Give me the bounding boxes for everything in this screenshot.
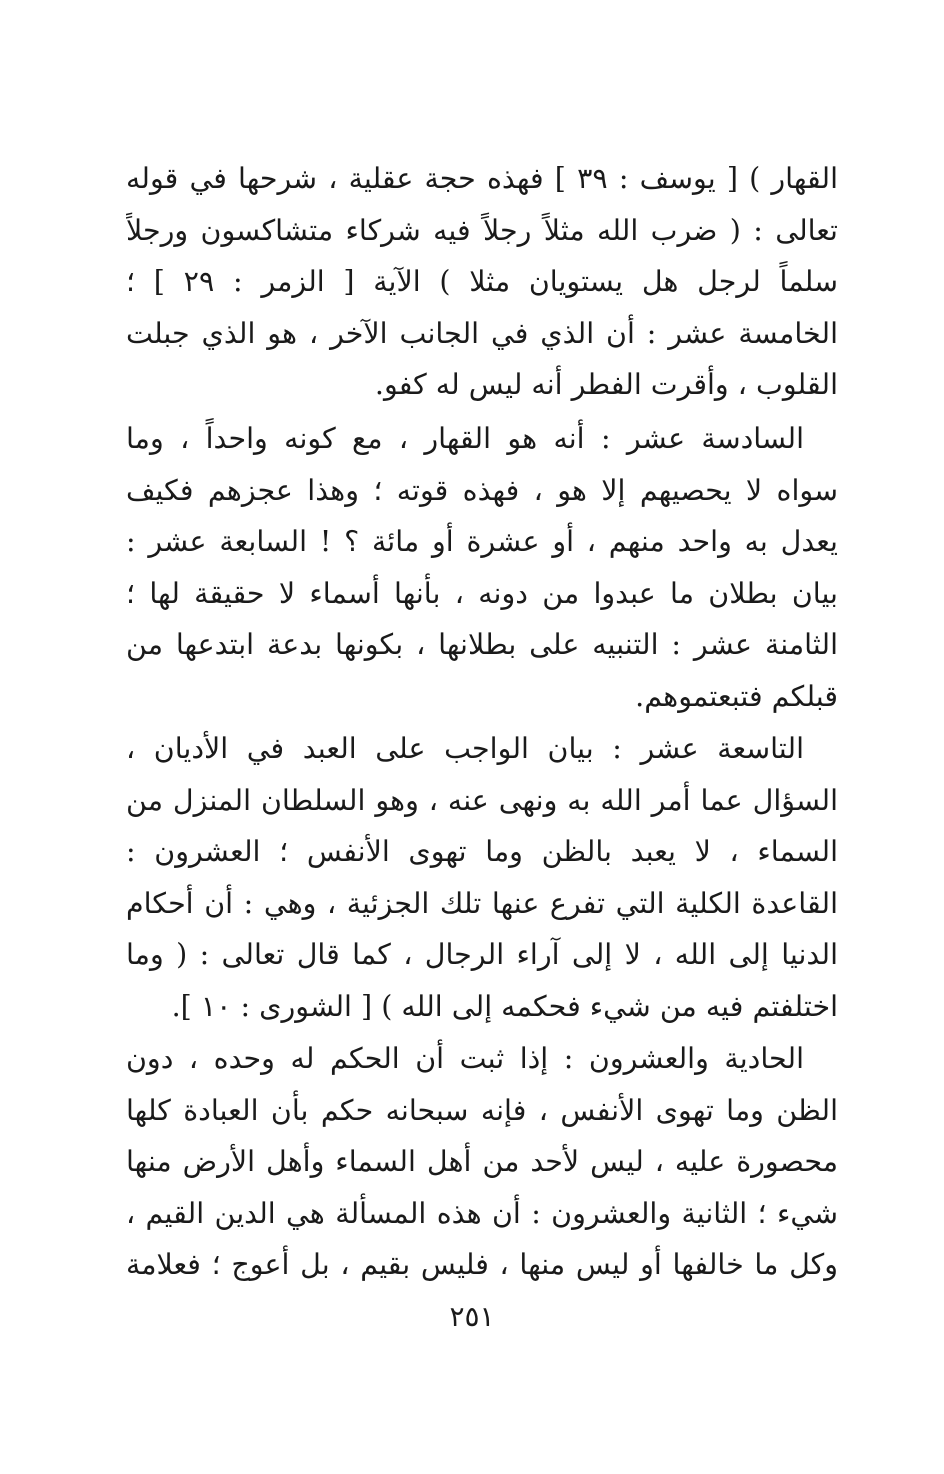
paragraph-1 [126, 153, 838, 411]
text-line: سواه لا يحصيهم إلا هو ، فهذه قوته ؛ وهذا عجزهم فكيف [126, 473, 838, 507]
paragraph-4 [126, 1033, 838, 1291]
text-line: الخامسة عشر : أن الذي في الجانب الآخر ، هو الذي جبلت [126, 316, 838, 350]
text-line: السماء ، لا يعبد بالظن وما تهوى الأنفس ؛ العشرون : [126, 835, 838, 868]
text-line: وكل ما خالفها أو ليس منها ، فليس بقيم ، بل أعوج ؛ فعلامة [126, 1248, 838, 1281]
text-line: بيان بطلان ما عبدوا من دونه ، بأنها أسماء لا حقيقة لها ؛ [126, 576, 838, 610]
text-line: القلوب ، وأقرت الفطر أنه ليس له كفو. [374, 368, 838, 401]
text-line: السؤال عما أمر الله به ونهى عنه ، وهو السلطان المنزل من [126, 783, 838, 817]
page-number: ٢٥١ [449, 1300, 495, 1333]
paragraph-3 [126, 723, 838, 1032]
text-line: اختلفتم فيه من شيء فحكمه إلى الله ) [ الشورى : ١٠ ]. [171, 989, 838, 1023]
text-line: السادسة عشر : أنه هو القهار ، مع كونه واحداً ، وما [126, 422, 804, 455]
text-line: تعالى : ( ضرب الله مثلاً رجلاً فيه شركاء متشاكسون ورجلاً [126, 213, 838, 247]
text-line: القهار ) [ يوسف : ٣٩ ] فهذه حجة عقلية ، شرحها في قوله [126, 162, 838, 195]
text-line: الحادية والعشرون : إذا ثبت أن الحكم له وحده ، دون [126, 1042, 804, 1075]
paragraph-2 [126, 413, 838, 722]
text-line: محصورة عليه ، ليس لأحد من أهل السماء وأهل الأرض منها [126, 1145, 838, 1178]
text-line: الدنيا إلى الله ، لا إلى آراء الرجال ، كما قال تعالى : ( وما [126, 938, 838, 971]
text-line: سلماً لرجل هل يستويان مثلا ) الآية [ الزمر : ٢٩ ] ؛ [126, 265, 838, 298]
text-line: التاسعة عشر : بيان الواجب على العبد في الأديان ، [126, 732, 804, 765]
text-line: يعدل به واحد منهم ، أو عشرة أو مائة ؟ ! السابعة عشر : [126, 525, 838, 558]
text-line: الثامنة عشر : التنبيه على بطلانها ، بكونها بدعة ابتدعها من [126, 628, 838, 661]
text-line: شيء ؛ الثانية والعشرون : أن هذه المسألة هي الدين القيم ، [126, 1196, 838, 1230]
text-line: القاعدة الكلية التي تفرع عنها تلك الجزئية ، وهي : أن أحكام [126, 886, 838, 920]
text-line: قبلكم فتبعتموهم. [635, 679, 838, 713]
text-line: الظن وما تهوى الأنفس ، فإنه سبحانه حكم بأن العبادة كلها [126, 1093, 838, 1127]
